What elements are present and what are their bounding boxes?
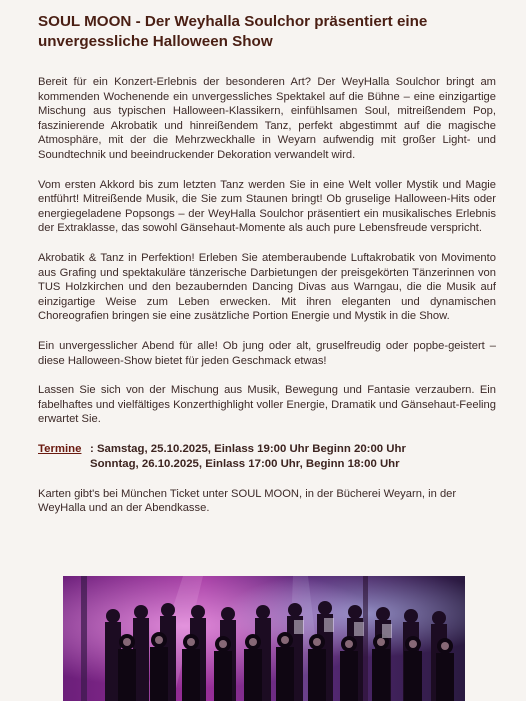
paragraph-evening: Ein unvergesslicher Abend für alle! Ob jung oder alt, gruselfreudig oder popbe-geistert – diese Halloween-Show bietet für jeden Geschmack etwas!	[38, 339, 496, 367]
event-date-saturday	[38, 442, 496, 457]
event-dates	[38, 442, 496, 472]
termine-line-1: : Samstag, 25.10.2025, Einlass 19:00 Uhr Beginn 20:00 Uhr	[90, 442, 406, 455]
paragraph-intro: Bereit für ein Konzert-Erlebnis der besonderen Art? Der WeyHalla Soulchor bringt am kommenden Wochenende ein unvergessliches Spektakel auf die Bühne – eine einzigartige Mischung aus typischen Halloween-Klassikern, einfühlsamen Soul, mitreißendem Pop, faszinierende Akrobatik und hinreißendem Tanz, perfekt abgestimmt auf die magische Atmosphäre, mit der die Mehrzweckhalle in Weyarn aufwendig mit großer Light- und Soundtechnik und beeindruckender Dekoration verwandelt wird.	[38, 76, 496, 161]
paragraph-enchant: Lassen Sie sich von der Mischung aus Musik, Bewegung und Fantasie verzaubern. Ein fabelhaftes und vielfältiges Konzerthighlight voller Energie, Dramatik und Gänsehaut-Feeling erwartet Sie.	[38, 384, 496, 426]
termine-line-2: Sonntag, 26.10.2025, Einlass 17:00 Uhr, Beginn 18:00 Uhr	[90, 457, 400, 470]
event-date-sunday	[38, 457, 496, 472]
paragraph-acrobatics: Akrobatik & Tanz in Perfektion! Erleben Sie atemberaubende Luftakrobatik von Movimento aus Grafing und spektakuläre tänzerische Darbietungen der preisgekörten Tänzerinnen von TUS Holzkirchen und den bezaubernden Dancing Divas aus Warngau, die die Musik auf einzigartige Weise zum Leben erwecken. Mit ihren eleganten und dynamischen Choreografien bringen sie eine zusätzliche Portion Energie und Mystik in die Show.	[38, 251, 496, 323]
termine-label: Termine	[38, 442, 82, 455]
article-title: SOUL MOON - Der Weyhalla Soulchor präsentiert eine unvergessliche Halloween Show	[38, 13, 428, 50]
choir-stage-photo	[63, 576, 465, 701]
choir-stage-illustration	[63, 576, 465, 701]
paragraph-music: Vom ersten Akkord bis zum letzten Tanz werden Sie in eine Welt voller Mystik und Magie entführt! Mitreißende Musik, die Sie zum Staunen bringt! Ob gruselige Halloween-Hits oder energiegeladene Popsongs – der WeyHalla Soulchor präsentiert ein musikalisches Erlebnis der Extraklasse, das sowohl Gänsehaut-Momente als auch pure Lebensfreude verspricht.	[38, 178, 496, 235]
ticket-info: Karten gibt's bei München Ticket unter SOUL MOON, in der Bücherei Weyarn, in der WeyHalla und an der Abendkasse.	[38, 487, 457, 515]
article	[38, 12, 496, 531]
